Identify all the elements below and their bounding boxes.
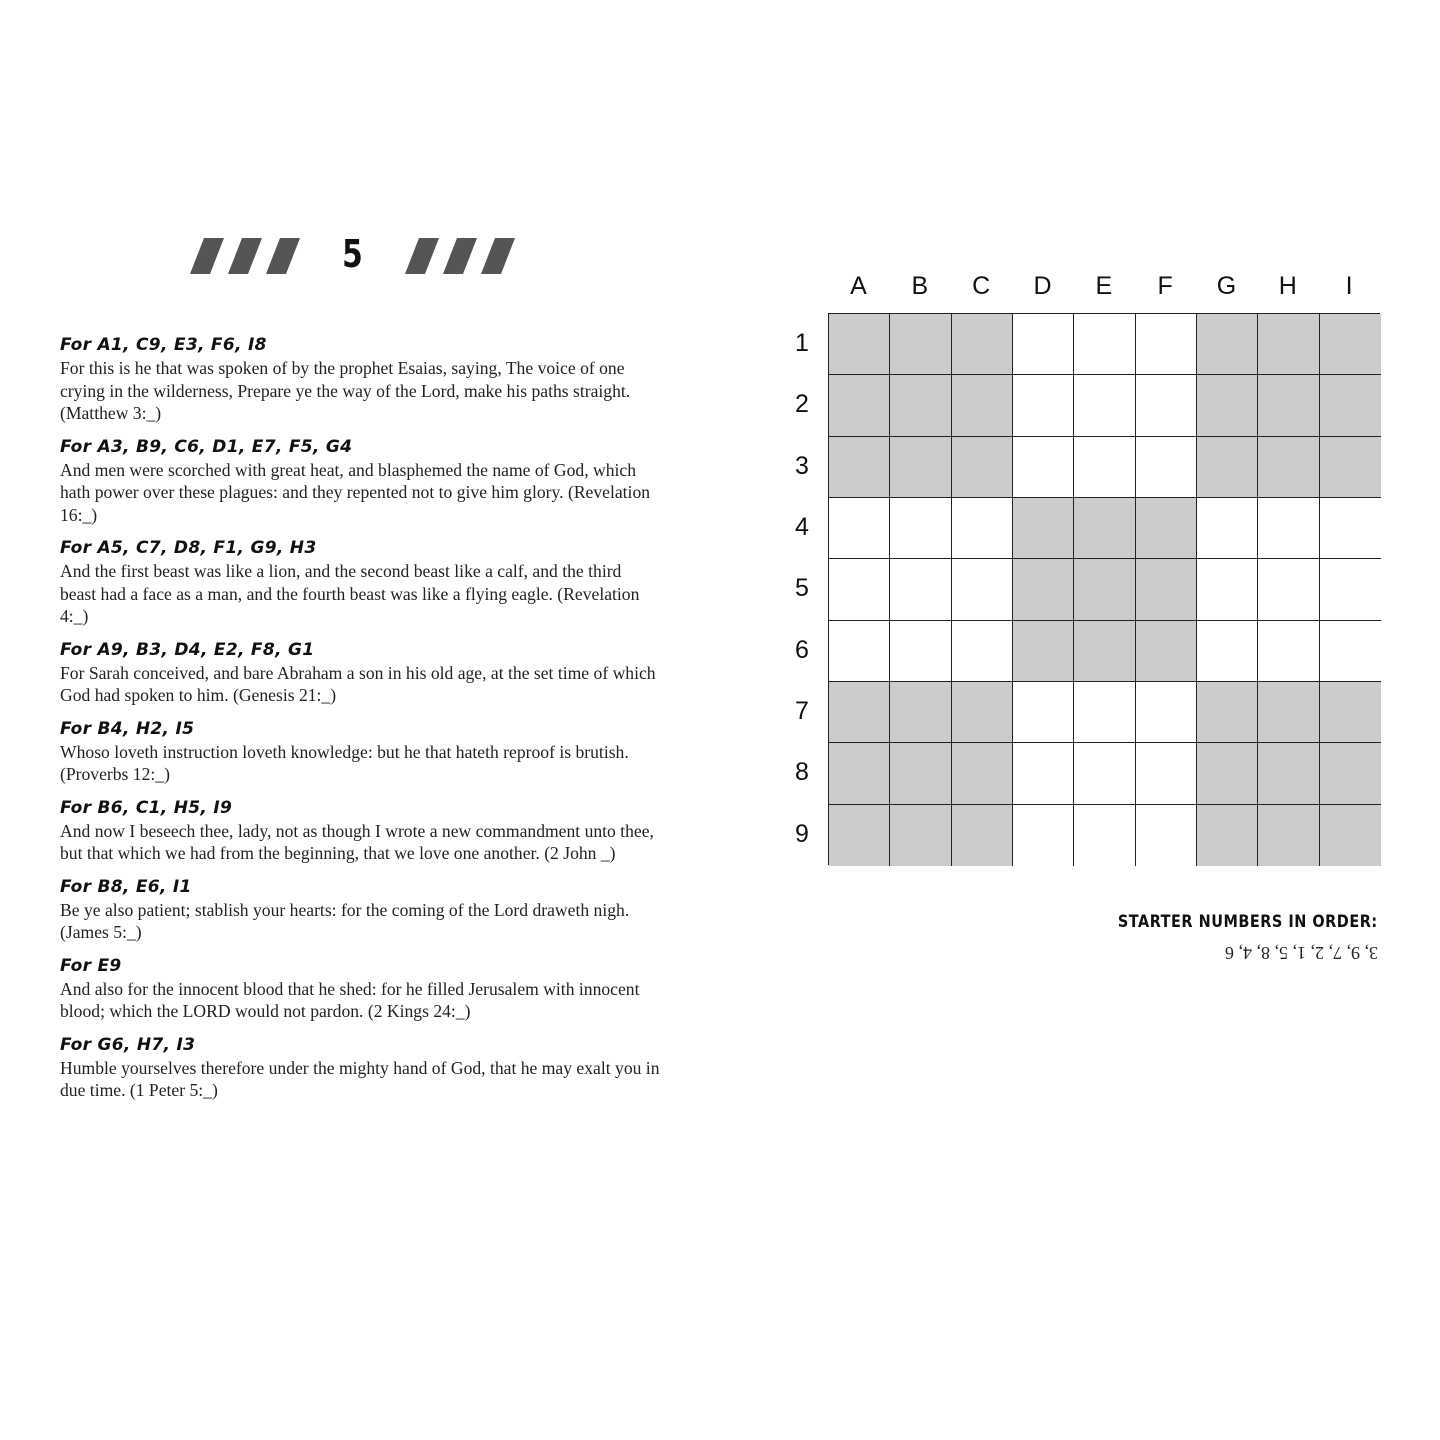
clue-cells: For B6, C1, H5, I9 (60, 797, 233, 818)
grid-cell-h3[interactable] (1258, 437, 1319, 498)
grid-cell-e3[interactable] (1074, 437, 1135, 498)
grid-cell-d9[interactable] (1013, 805, 1074, 866)
grid-cell-h2[interactable] (1258, 375, 1319, 436)
clue-item (60, 640, 660, 707)
row-label-7: 7 (795, 697, 809, 725)
grid-cell-a6[interactable] (829, 621, 890, 682)
clue-verse: For this is he that was spoken of by the prophet Esaias, saying, The voice of one crying in the wilderness, Prepare ye the way of the Lord, make his paths straight. (Matthew 3:_) (60, 358, 631, 423)
grid-cell-f7[interactable] (1136, 682, 1197, 743)
grid-cell-c1[interactable] (952, 314, 1013, 375)
clue-item (60, 798, 660, 865)
grid-cell-c5[interactable] (952, 559, 1013, 620)
grid-cell-i3[interactable] (1320, 437, 1381, 498)
grid-cell-e2[interactable] (1074, 375, 1135, 436)
grid-cell-f5[interactable] (1136, 559, 1197, 620)
grid-cell-a3[interactable] (829, 437, 890, 498)
grid-cell-i7[interactable] (1320, 682, 1381, 743)
grid-cell-g3[interactable] (1197, 437, 1258, 498)
grid-cell-b2[interactable] (890, 375, 951, 436)
row-label-9: 9 (795, 819, 809, 848)
grid-cell-g7[interactable] (1197, 682, 1258, 743)
column-label-d: D (1033, 272, 1052, 300)
clue-cells: For E9 (60, 955, 122, 976)
starter-numbers (1072, 912, 1378, 963)
grid-cell-f6[interactable] (1136, 621, 1197, 682)
clue-verse: And men were scorched with great heat, and blasphemed the name of God, which hath power over these plagues: and they repented not to give him glory. (Revelation 16:_) (60, 459, 651, 525)
column-label-i: I (1345, 272, 1353, 300)
grid-cell-a7[interactable] (829, 682, 890, 743)
left-stripes-decoration (190, 238, 302, 274)
grid-cell-e4[interactable] (1074, 498, 1135, 559)
grid-cell-c2[interactable] (952, 375, 1013, 436)
grid-cell-i1[interactable] (1320, 314, 1381, 375)
sudoku-grid (828, 313, 1380, 865)
grid-cell-e5[interactable] (1074, 559, 1135, 620)
column-label-c: C (972, 272, 991, 300)
grid-cell-b4[interactable] (890, 498, 951, 559)
starter-title: STARTER NUMBERS IN ORDER: (1118, 912, 1378, 932)
grid-cell-c9[interactable] (952, 805, 1013, 866)
row-label-1: 1 (795, 329, 809, 357)
column-label-e: E (1095, 272, 1113, 300)
clue-verse: And also for the innocent blood that he shed: for he filled Jerusalem with innocent blood; which the LORD would not pardon. (2 Kings 24:_) (60, 978, 640, 1021)
grid-cell-d1[interactable] (1013, 314, 1074, 375)
grid-cell-h6[interactable] (1258, 621, 1319, 682)
clue-item (60, 1035, 660, 1102)
grid-cell-d4[interactable] (1013, 498, 1074, 559)
clue-item (60, 719, 660, 786)
grid-cell-g9[interactable] (1197, 805, 1258, 866)
clue-verse: And now I beseech thee, lady, not as though I wrote a new commandment unto thee, but that which we had from the beginning, that we love one another. (2 John _) (60, 820, 654, 863)
grid-cell-d8[interactable] (1013, 743, 1074, 804)
clue-verse: Whoso loveth instruction loveth knowledge: but he that hateth reproof is brutish. (Proverbs 12:_) (60, 741, 629, 784)
grid-cell-a4[interactable] (829, 498, 890, 559)
grid-cell-h9[interactable] (1258, 805, 1319, 866)
clue-item (60, 335, 660, 425)
clue-list (60, 335, 660, 1114)
row-label-8: 8 (795, 758, 809, 787)
grid-cell-g8[interactable] (1197, 743, 1258, 804)
column-label-g: G (1216, 272, 1237, 300)
grid-cell-h5[interactable] (1258, 559, 1319, 620)
clue-item (60, 538, 660, 628)
grid-cell-h1[interactable] (1258, 314, 1319, 375)
grid-cell-b9[interactable] (890, 805, 951, 866)
grid-cell-e7[interactable] (1074, 682, 1135, 743)
clue-item (60, 437, 660, 527)
grid-cell-d2[interactable] (1013, 375, 1074, 436)
column-label-b: B (911, 272, 929, 300)
grid-cell-h8[interactable] (1258, 743, 1319, 804)
grid-cell-g5[interactable] (1197, 559, 1258, 620)
grid-cell-i2[interactable] (1320, 375, 1381, 436)
grid-cell-f2[interactable] (1136, 375, 1197, 436)
grid-cell-b8[interactable] (890, 743, 951, 804)
grid-cell-g2[interactable] (1197, 375, 1258, 436)
grid-cell-a5[interactable] (829, 559, 890, 620)
grid-cell-g4[interactable] (1197, 498, 1258, 559)
clue-verse: Be ye also patient; stablish your hearts: for the coming of the Lord draweth nigh. (James 5:_) (60, 899, 630, 942)
grid-cell-a2[interactable] (829, 375, 890, 436)
grid-cell-g1[interactable] (1197, 314, 1258, 375)
grid-cell-c8[interactable] (952, 743, 1013, 804)
clue-cells: For A3, B9, C6, D1, E7, F5, G4 (60, 436, 353, 457)
right-stripes-decoration (405, 238, 517, 274)
grid-cell-i6[interactable] (1320, 621, 1381, 682)
grid-cell-b5[interactable] (890, 559, 951, 620)
grid-cell-e6[interactable] (1074, 621, 1135, 682)
grid-cell-b1[interactable] (890, 314, 951, 375)
clue-cells: For B4, H2, I5 (60, 718, 195, 739)
column-label-h: H (1278, 272, 1297, 300)
grid-cell-f8[interactable] (1136, 743, 1197, 804)
grid-cell-b7[interactable] (890, 682, 951, 743)
grid-cell-c6[interactable] (952, 621, 1013, 682)
row-labels (782, 313, 822, 865)
grid-cell-d3[interactable] (1013, 437, 1074, 498)
grid-cell-c3[interactable] (952, 437, 1013, 498)
row-label-4: 4 (795, 513, 809, 541)
clue-item (60, 877, 660, 944)
clue-cells: For A1, C9, E3, F6, I8 (60, 335, 267, 355)
clue-cells: For B8, E6, I1 (60, 876, 192, 897)
grid-cell-f3[interactable] (1136, 437, 1197, 498)
grid-cell-h4[interactable] (1258, 498, 1319, 559)
grid-cell-f4[interactable] (1136, 498, 1197, 559)
column-label-f: F (1157, 272, 1173, 300)
row-label-5: 5 (795, 574, 809, 603)
grid-cell-e1[interactable] (1074, 314, 1135, 375)
grid-cell-i5[interactable] (1320, 559, 1381, 620)
clue-item (60, 956, 660, 1023)
grid-cell-f1[interactable] (1136, 314, 1197, 375)
clue-cells: For A5, C7, D8, F1, G9, H3 (60, 538, 317, 558)
column-label-a: A (850, 272, 867, 300)
clue-verse: And the first beast was like a lion, and the second beast like a calf, and the third beast had a face as a man, and the fourth beast was like a flying eagle. (Revelation 4:_) (60, 561, 640, 626)
grid-cell-a8[interactable] (829, 743, 890, 804)
starter-values-upside-down: 3, 9, 7, 2, 1, 5, 8, 4, 6 (1225, 943, 1378, 963)
grid-cell-i4[interactable] (1320, 498, 1381, 559)
grid-cell-e8[interactable] (1074, 743, 1135, 804)
grid-cell-d6[interactable] (1013, 621, 1074, 682)
row-label-2: 2 (795, 390, 809, 419)
grid-cell-f9[interactable] (1136, 805, 1197, 866)
grid-cell-c7[interactable] (952, 682, 1013, 743)
clue-verse: For Sarah conceived, and bare Abraham a son in his old age, at the set time of which God had spoken to him. (Genesis 21:_) (60, 662, 656, 705)
grid-cell-d5[interactable] (1013, 559, 1074, 620)
grid-cell-h7[interactable] (1258, 682, 1319, 743)
puzzle-header (190, 232, 520, 282)
row-label-3: 3 (795, 451, 809, 480)
grid-cell-i8[interactable] (1320, 743, 1381, 804)
clue-cells: For G6, H7, I3 (60, 1034, 196, 1055)
grid-cell-e9[interactable] (1074, 805, 1135, 866)
grid-cell-a9[interactable] (829, 805, 890, 866)
row-label-6: 6 (795, 635, 809, 664)
grid-cell-i9[interactable] (1320, 805, 1381, 866)
clue-verse: Humble yourselves therefore under the mighty hand of God, that he may exalt you in due time. (1 Peter 5:_) (60, 1057, 660, 1100)
column-labels (828, 272, 1380, 308)
grid-cell-a1[interactable] (829, 314, 890, 375)
grid-cell-b6[interactable] (890, 621, 951, 682)
clue-cells: For A9, B3, D4, E2, F8, G1 (60, 639, 315, 660)
puzzle-number: 5 (342, 232, 363, 276)
grid-cell-d7[interactable] (1013, 682, 1074, 743)
grid-cell-b3[interactable] (890, 437, 951, 498)
grid-cell-c4[interactable] (952, 498, 1013, 559)
grid-cell-g6[interactable] (1197, 621, 1258, 682)
